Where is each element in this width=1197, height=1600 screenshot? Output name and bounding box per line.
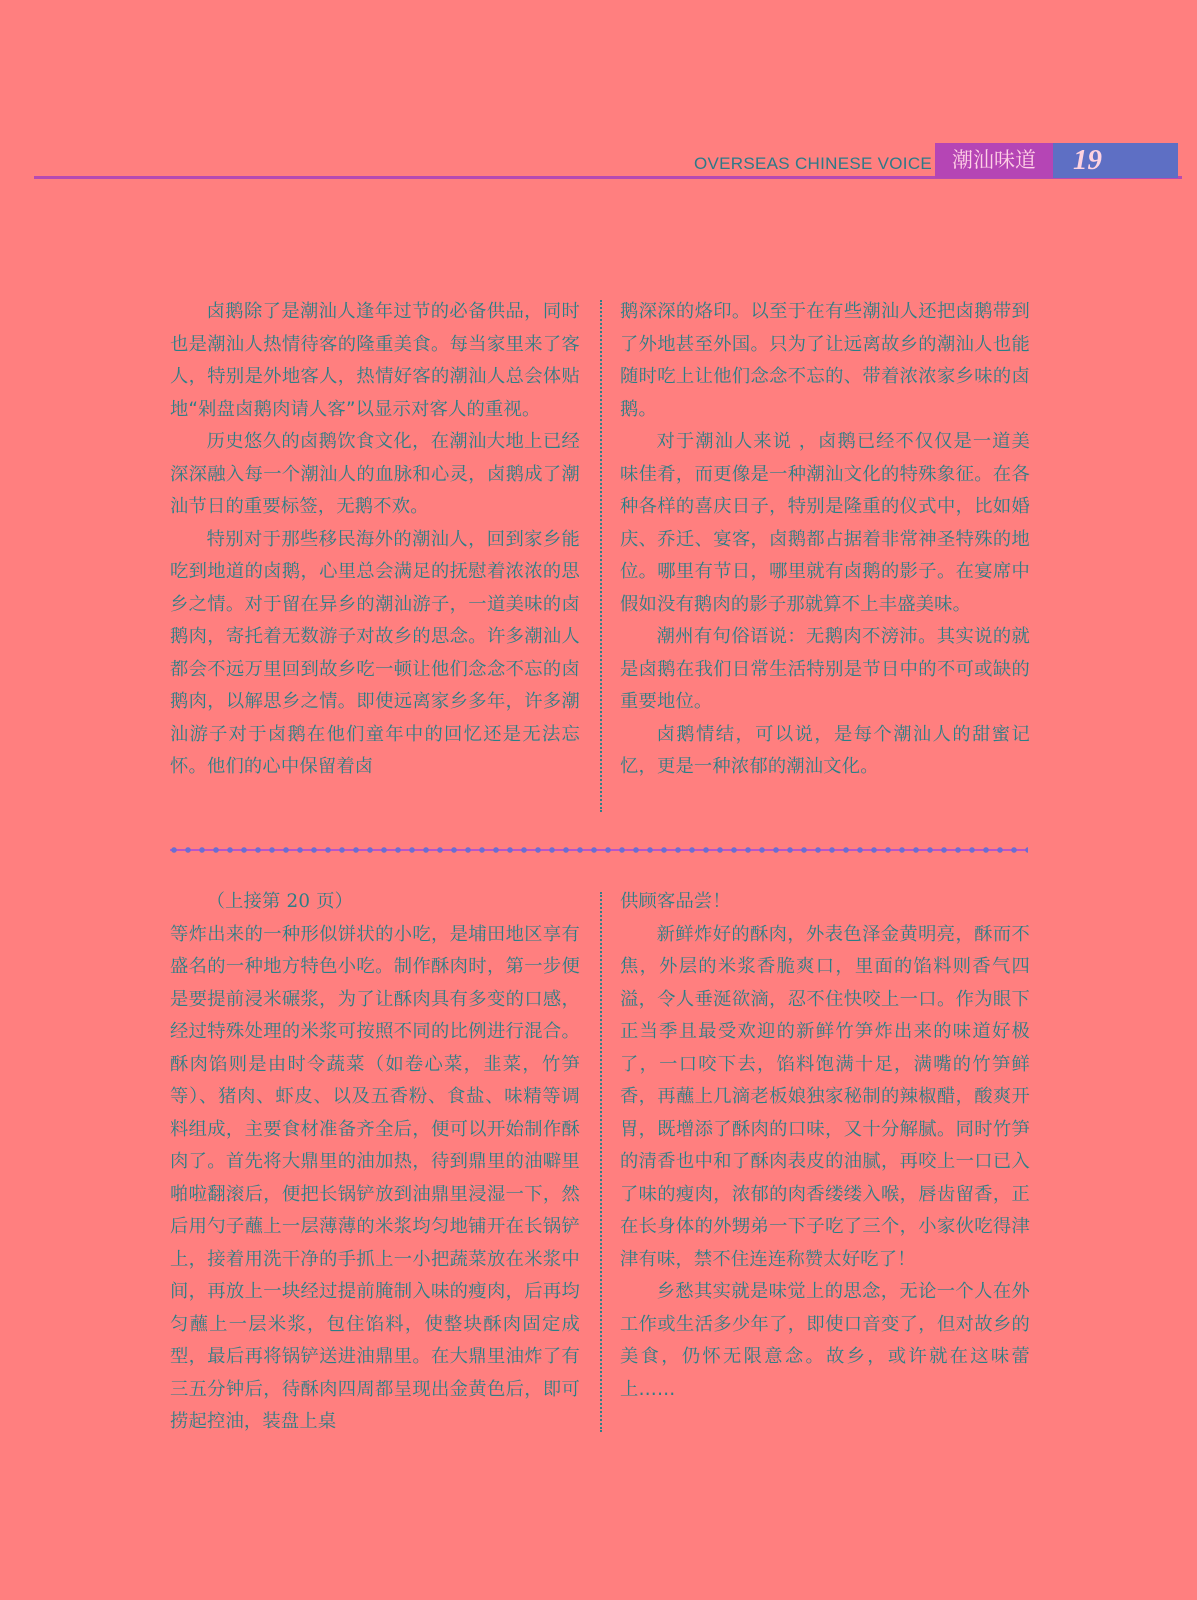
section-title: 潮汕味道: [935, 143, 1053, 178]
continued-note: （上接第 20 页）: [206, 891, 354, 912]
column-divider: [600, 892, 602, 1432]
paragraph: 新鲜炸好的酥肉，外表色泽金黄明亮，酥而不焦，外层的米浆香脆爽口，里面的馅料则香气四溢，令人垂涎欲滴，忍不住快咬上一口。作为眼下正当季且最受欢迎的新鲜竹笋炸出来的味道好极了，一口咬下去，馅料饱满十足，满嘴的竹笋鲜香，再蘸上几滴老板娘独家秘制的辣椒醋，酸爽开胃，既增添了酥肉的口味，又十分解腻。同时竹笋的清香也中和了酥肉表皮的油腻，再咬上一口已入了味的瘦肉，浓郁的肉香缕缕入喉，唇齿留香，正在长身体的外甥弟一下子吃了三个，小家伙吃得津津有味，禁不住连连称赞太好吃了！: [620, 923, 1030, 1270]
top-right-column: [620, 296, 1030, 784]
paragraph: 供顾客品尝！: [620, 891, 731, 912]
bottom-right-column: [620, 886, 1030, 1406]
top-left-column: [170, 296, 580, 784]
paragraph: 卤鹅除了是潮汕人逢年过节的必备供品，同时也是潮汕人热情待客的隆重美食。每当家里来了客人，特别是外地客人，热情好客的潮汕人总会体贴地“剁盘卤鹅肉请人客”以显示对客人的重视。: [170, 301, 580, 420]
magazine-title-en: OVERSEAS CHINESE VOICE: [694, 154, 933, 173]
ornamental-divider: [170, 844, 1028, 856]
paragraph: 历史悠久的卤鹅饮食文化，在潮汕大地上已经深深融入每一个潮汕人的血脉和心灵，卤鹅成了潮汕节日的重要标签，无鹅不欢。: [170, 431, 580, 517]
paragraph: 对于潮汕人来说 ，卤鹅已经不仅仅是一道美味佳肴，而更像是一种潮汕文化的特殊象征。在各种各样的喜庆日子，特别是隆重的仪式中，比如婚庆、乔迁、宴客，卤鹅都占据着非常神圣特殊的地位。哪里有节日，哪里就有卤鹅的影子。在宴席中假如没有鹅肉的影子那就算不上丰盛美味。: [620, 431, 1030, 615]
paragraph: 特别对于那些移民海外的潮汕人，回到家乡能吃到地道的卤鹅，心里总会满足的抚慰着浓浓的思乡之情。对于留在异乡的潮汕游子，一道美味的卤鹅肉，寄托着无数游子对故乡的思念。许多潮汕人都会不远万里回到故乡吃一顿让他们念念不忘的卤鹅肉，以解思乡之情。即使远离家乡多年，许多潮汕游子对于卤鹅在他们童年中的回忆还是无法忘怀。他们的心中保留着卤: [170, 528, 580, 777]
page-number: 19: [1053, 143, 1178, 178]
column-divider: [600, 300, 602, 812]
bottom-left-column: [170, 886, 580, 1439]
paragraph: 鹅深深的烙印。以至于在有些潮汕人还把卤鹅带到了外地甚至外国。只为了让远离故乡的潮汕人也能随时吃上让他们念念不忘的、带着浓浓家乡味的卤鹅。: [620, 301, 1030, 420]
paragraph: 乡愁其实就是味觉上的思念，无论一个人在外工作或生活多少年了，即使口音变了，但对故乡的美食，仍怀无限意念。故乡，或许就在这味蕾上……: [620, 1281, 1030, 1400]
paragraph: 潮州有句俗语说：无鹅肉不滂沛。其实说的就是卤鹅在我们日常生活特别是节日中的不可或缺的重要地位。: [620, 626, 1030, 712]
paragraph: 卤鹅情结，可以说，是每个潮汕人的甜蜜记忆，更是一种浓郁的潮汕文化。: [620, 723, 1030, 777]
paragraph: 等炸出来的一种形似饼状的小吃，是埔田地区享有盛名的一种地方特色小吃。制作酥肉时，第一步便是要提前浸米碾浆，为了让酥肉具有多变的口感，经过特殊处理的米浆可按照不同的比例进行混合。酥肉馅则是由时令蔬菜（如卷心菜，韭菜，竹笋等）、猪肉、虾皮、以及五香粉、食盐、味精等调料组成，主要食材准备齐全后，便可以开始制作酥肉了。首先将大鼎里的油加热，待到鼎里的油噼里啪啦翻滚后，便把长锅铲放到油鼎里浸湿一下，然后用勺子蘸上一层薄薄的米浆均匀地铺开在长锅铲上，接着用洗干净的手抓上一小把蔬菜放在米浆中间，再放上一块经过提前腌制入味的瘦肉，后再均匀蘸上一层米浆，包住馅料，使整块酥肉固定成型，最后再将锅铲送进油鼎里。在大鼎里油炸了有三五分钟后，待酥肉四周都呈现出金黄色后，即可捞起控油，装盘上桌: [170, 923, 580, 1432]
